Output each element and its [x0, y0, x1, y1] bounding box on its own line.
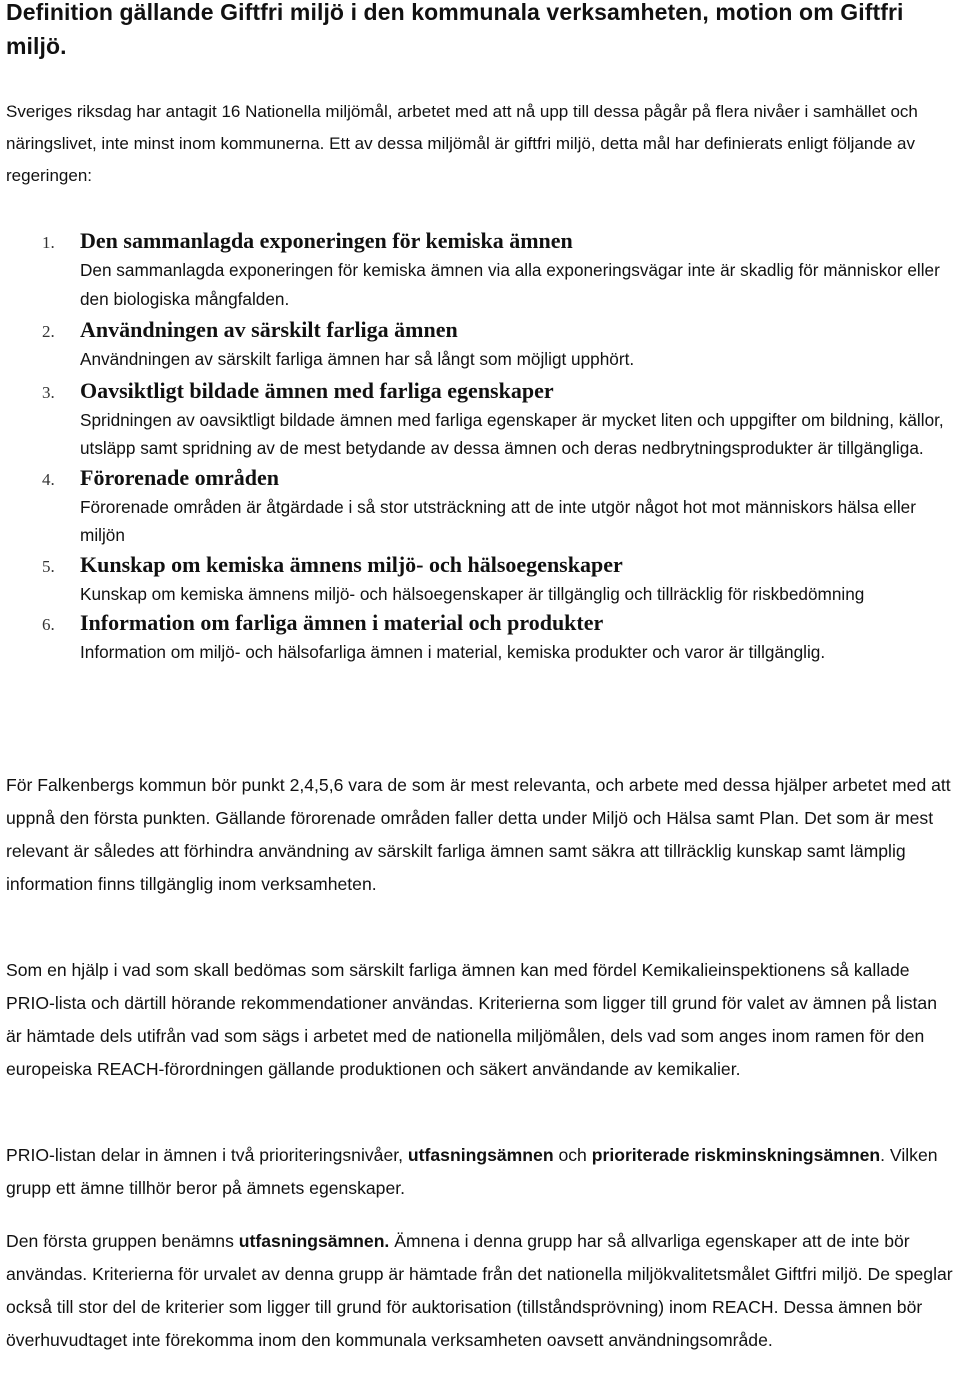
goal-item [0, 315, 960, 374]
goal-item [0, 608, 960, 667]
goal-item [0, 550, 960, 609]
goal-number: 5. [42, 556, 55, 576]
text-run: Ämnena i denna grupp har så allvarliga egenskaper att de inte bör användas. Kriterierna för urvalet av denna grupp är hämtade från det nationella miljökvalitetsmålet Giftfri miljö. De speglar också till stor del de kriterier som ligger till grund för auktorisation (tillståndsprövning) inom REACH. Dessa ämnen bör överhuvudtaget inte förekomma inom den kommunala verksamheten oavsett användningsområde. [6, 1231, 953, 1350]
goal-heading: Kunskap om kemiska ämnens miljö- och hälsoegenskaper [80, 551, 623, 577]
intro-paragraph: Sveriges riksdag har antagit 16 Nationella miljömål, arbetet med att nå upp till dessa pågår på flera nivåer i samhället och näringslivet, inte minst inom kommunerna. Ett av dessa miljömål är giftfri miljö, detta mål har definierats enligt följande av regeringen: [6, 102, 918, 185]
text-run: PRIO-listan delar in ämnen i två prioriteringsnivåer, [6, 1145, 408, 1165]
goal-text: Information om miljö- och hälsofarliga ämnen i material, kemiska produkter och varor är tillgänglig. [80, 642, 826, 662]
goal-text: Användningen av särskilt farliga ämnen har så långt som möjligt upphört. [80, 349, 635, 369]
goal-heading: Information om farliga ämnen i material och produkter [80, 610, 604, 635]
goal-item [0, 226, 960, 313]
goal-heading: Användningen av särskilt farliga ämnen [80, 317, 458, 342]
goal-text: Den sammanlagda exponeringen för kemiska ämnen via alla exponeringsvägar inte är skadlig för människor eller den biologiska mångfalden. [80, 260, 940, 309]
goal-number: 6. [42, 615, 55, 634]
text-run: och [553, 1145, 592, 1165]
goal-heading: Den sammanlagda exponeringen för kemiska ämnen [80, 228, 573, 253]
bold-term: prioriterade riskminskningsämnen [591, 1145, 881, 1165]
falkenberg-paragraph: För Falkenbergs kommun bör punkt 2,4,5,6 vara de som är mest relevanta, och arbete med dessa hjälper arbetet med att uppnå den första punkten. Gällande förorenade områden faller detta under Miljö och Hälsa samt Plan. Det som är mest relevant är således att förhindra användning av särskilt farliga ämnen samt säkra att tillräcklig kunskap samt lämplig information finns tillgänglig inom verksamheten. [6, 775, 951, 894]
goal-heading: Förorenade områden [80, 464, 279, 490]
goal-heading: Oavsiktligt bildade ämnen med farliga egenskaper [80, 377, 554, 403]
goal-text: Kunskap om kemiska ämnens miljö- och hälsoegenskaper är tillgänglig och tillräcklig för riskbedömning [80, 583, 865, 604]
text-run: Den första gruppen benämns [6, 1231, 239, 1251]
priority-levels-paragraph [6, 1139, 956, 1205]
first-group-paragraph [6, 1225, 956, 1357]
bold-term: utfasningsämnen. [238, 1231, 390, 1251]
goal-text: Förorenade områden är åtgärdade i så stor utsträckning att de inte utgör något hot mot människors hälsa eller miljön [80, 496, 916, 545]
text-run: . Vilken grupp ett ämne tillhör beror på ämnets egenskaper. [6, 1145, 938, 1198]
document-title: Definition gällande Giftfri miljö i den kommunala verksamheten, motion om Giftfri miljö. [6, 0, 904, 59]
goal-item [0, 376, 960, 463]
prio-list-paragraph: Som en hjälp i vad som skall bedömas som särskilt farliga ämnen kan med fördel Kemikalieinspektionens så kallade PRIO-lista och därtill hörande rekommendationer användas. Kriterierna som ligger till grund för valet av ämnen på listan är hämtade dels utifrån vad som sägs i arbetet med de nationella miljömålen, dels vad som anges inom ramen för den europeiska REACH-förordningen gällande produktionen och säkert användande av kemikalier. [6, 960, 937, 1079]
goal-number: 3. [42, 382, 55, 402]
environmental-goals-list [0, 226, 960, 667]
bold-term: utfasningsämnen [407, 1145, 554, 1165]
goal-number: 1. [42, 233, 55, 252]
goal-item [0, 463, 960, 550]
goal-text: Spridningen av oavsiktligt bildade ämnen med farliga egenskaper är mycket liten och uppgifter om bildning, källor, utsläpp samt spridning av de mest betydande av dessa ämnen och deras nedbrytningsprodukter är tillgängliga. [80, 409, 944, 458]
goal-number: 4. [42, 469, 55, 489]
goal-number: 2. [42, 322, 55, 341]
